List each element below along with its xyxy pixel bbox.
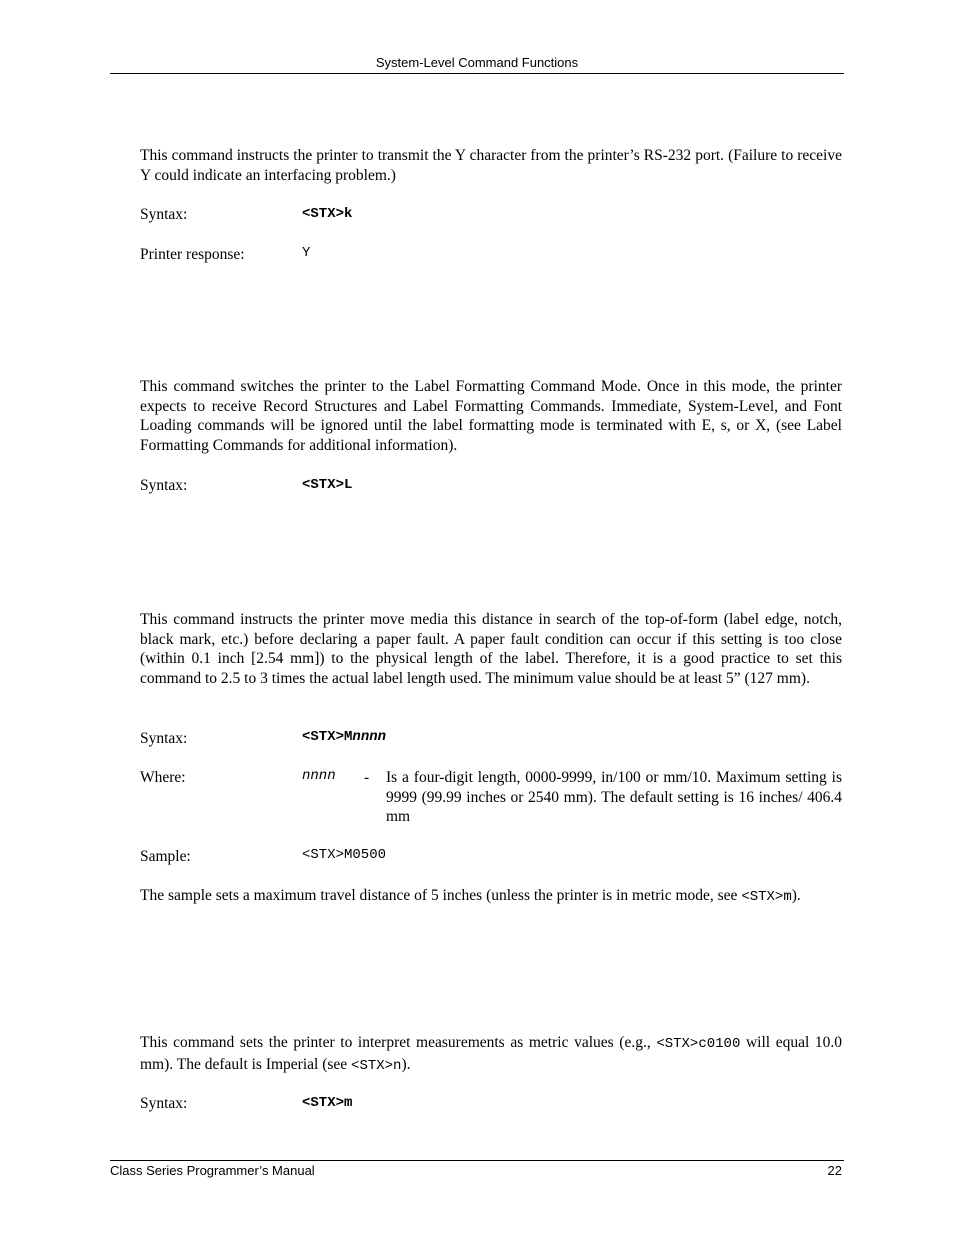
metric-desc-code1: <STX>c0100 [656,1036,741,1052]
metric-desc-part2: will equal 10.0 mm). The default is Imperial (see [140,1034,843,1073]
section-l-syntax-label: Syntax: [140,477,188,494]
note-text: The sample sets a maximum travel distance of 5 inches (unless the printer is in metric mode, see [140,887,738,904]
footer-page-number: 22 [827,1163,842,1178]
section-m-where-label: Where: [140,769,186,786]
footer-manual-title: Class Series Programmer’s Manual [110,1163,315,1178]
section-k-response-label: Printer response: [140,246,245,263]
section-l-syntax-value: <STX>L [302,477,353,493]
syntax-param: nnnn [352,729,387,745]
section-m-where-description: Is a four-digit length, 0000-9999, in/100 or mm/10. Maximum setting is 9999 (99.99 inches or 2540 mm). The default setting is 16 inches/ 406.4 mm [386,769,842,826]
section-k-syntax-label: Syntax: [140,206,188,223]
syntax-prefix: <STX>M [302,729,353,745]
section-m-description: This command instructs the printer move media this distance in search of the top-of-form (label edge, notch, black mark, etc.) before declaring a paper fault. A paper fault condition can occur if this setting is too close (within 0.1 inch [2.54 mm]) to the physical length of the label. Therefore, it is a good practice to set this command to 2.5 to 3 times the actual label length used. The minimum value should be at least 5” (127 mm). [140,611,842,687]
section-k-response-value: Y [302,245,311,261]
note-code: <STX>m [741,889,792,905]
section-k-description: This command instructs the printer to transmit the Y character from the printer’s RS-232 port. (Failure to receive Y could indicate an interfacing problem.) [140,147,842,184]
section-m-note [140,886,842,908]
section-m-syntax-value [302,728,386,748]
section-m-where-dash: - [364,769,370,786]
section-m-sample-label: Sample: [140,848,191,865]
header-title: System-Level Command Functions [375,55,579,70]
page-header [110,55,844,74]
metric-desc-part1: This command sets the printer to interpret measurements as metric values (e.g., [140,1034,651,1051]
section-metric-description [140,1033,842,1076]
section-k-syntax-value: <STX>k [302,206,353,222]
note-end: ). [791,887,801,904]
section-m-where-param: nnnn [302,768,336,784]
section-metric-syntax-value: <STX>m [302,1095,353,1111]
metric-desc-code2: <STX>n [351,1057,402,1074]
section-m-sample-value: <STX>M0500 [302,847,387,863]
page-footer [110,1160,844,1178]
section-metric-syntax-label: Syntax: [140,1095,188,1112]
section-l-description: This command switches the printer to the Label Formatting Command Mode. Once in this mode, the printer expects to receive Record Structures and Label Formatting Commands. Immediate, System-Level, and Font Loading commands will be ignored until the label formatting mode is terminated with E, s, or X, (see Label Formatting Commands for additional information). [140,378,842,454]
section-m-syntax-label: Syntax: [140,730,188,747]
metric-desc-part3: ). [401,1055,411,1073]
